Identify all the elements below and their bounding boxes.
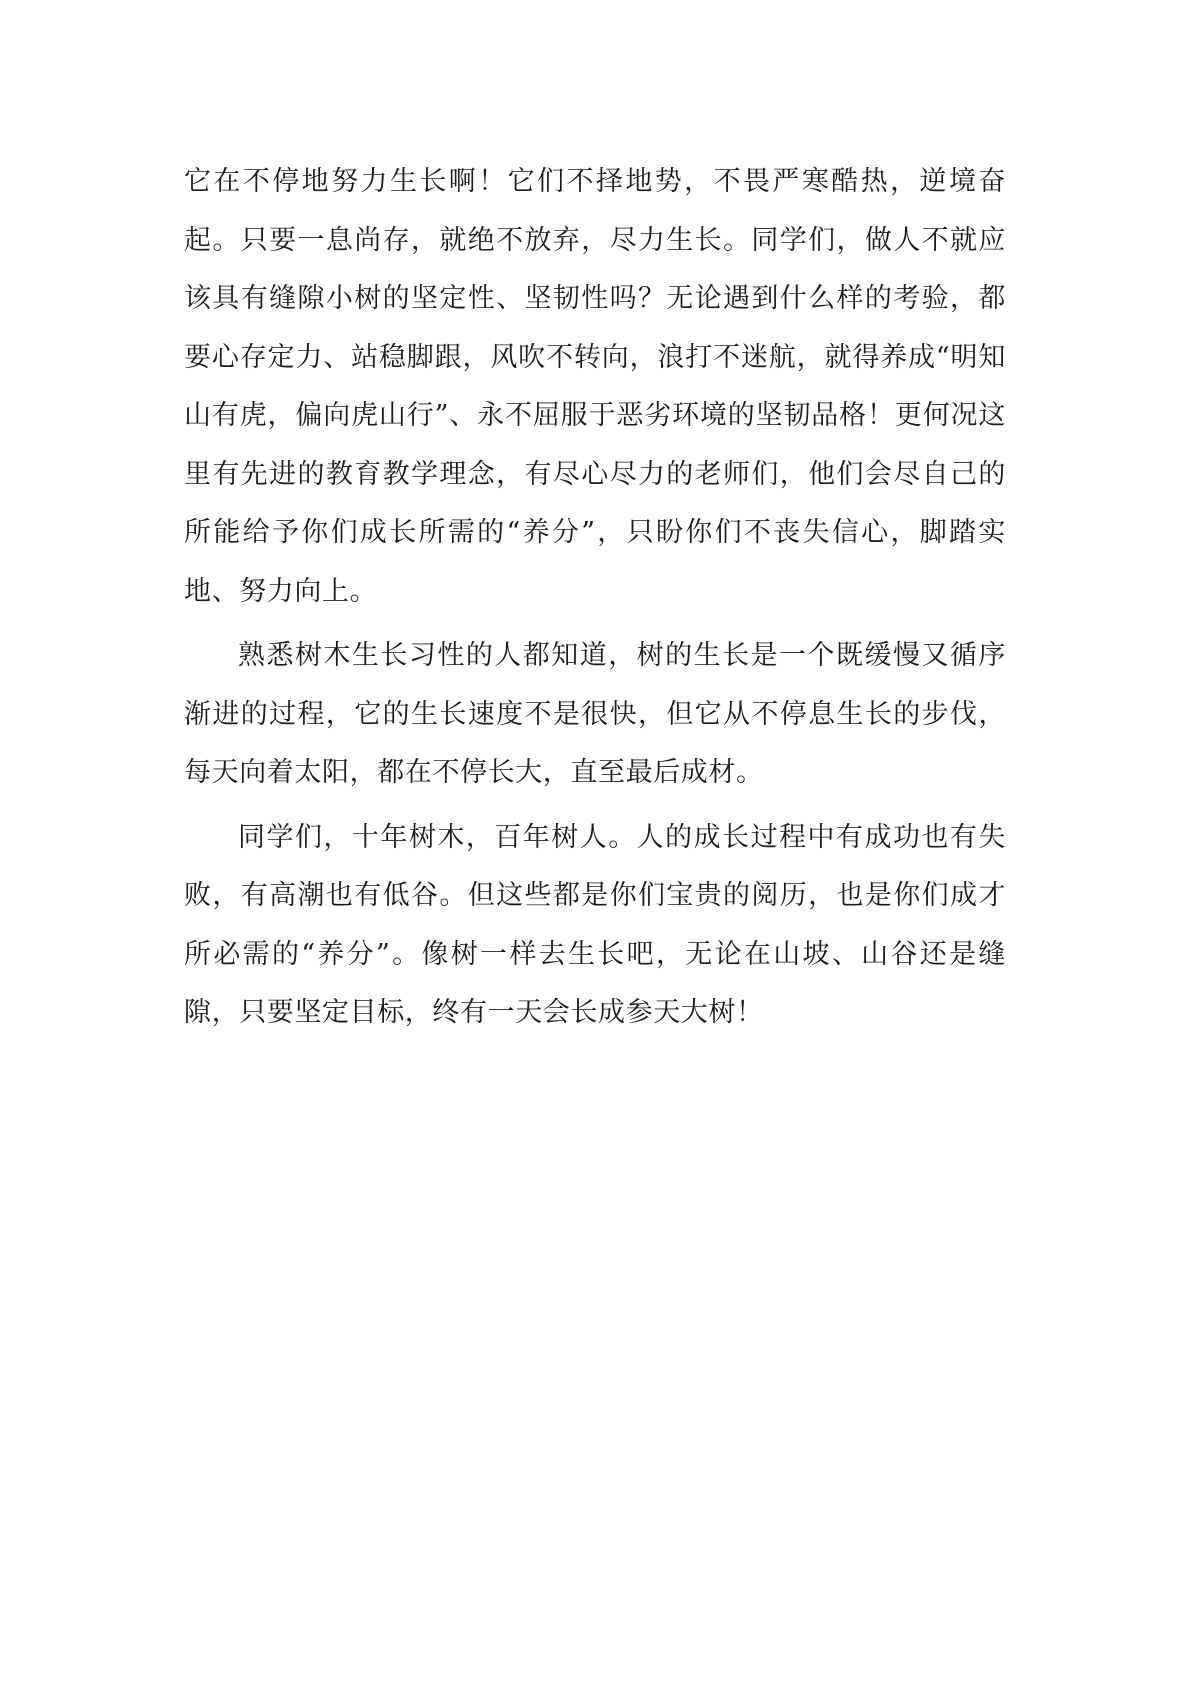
paragraph-3: 同学们，十年树木，百年树人。人的成长过程中有成功也有失败，有高潮也有低谷。但这些都是你们宝贵的阅历，也是你们成才所必需的“养分”。像树一样去生长吧，无论在山坡、山谷还是缝隙，只要坚定目标，终有一天会长成参天大树！	[184, 821, 1006, 1028]
paragraph-1: 它在不停地努力生长啊！它们不择地势，不畏严寒酷热，逆境奋起。只要一息尚存，就绝不放弃，尽力生长。同学们，做人不就应该具有缝隙小树的坚定性、坚韧性吗？无论遇到什么样的考验，都要心存定力、站稳脚跟，风吹不转向，浪打不迷航，就得养成“明知山有虎，偏向虎山行”、永不屈服于恶劣环境的坚韧品格！更何况这里有先进的教育教学理念，有尽心尽力的老师们，他们会尽自己的所能给予你们成长所需的“养分”，只盼你们不丧失信心，脚踏实地、努力向上。	[184, 166, 1006, 607]
document-body	[184, 153, 1006, 1043]
paragraph-2: 熟悉树木生长习性的人都知道，树的生长是一个既缓慢又循序渐进的过程，它的生长速度不是很快，但它从不停息生长的步伐，每天向着太阳，都在不停长大，直至最后成材。	[184, 640, 1006, 788]
